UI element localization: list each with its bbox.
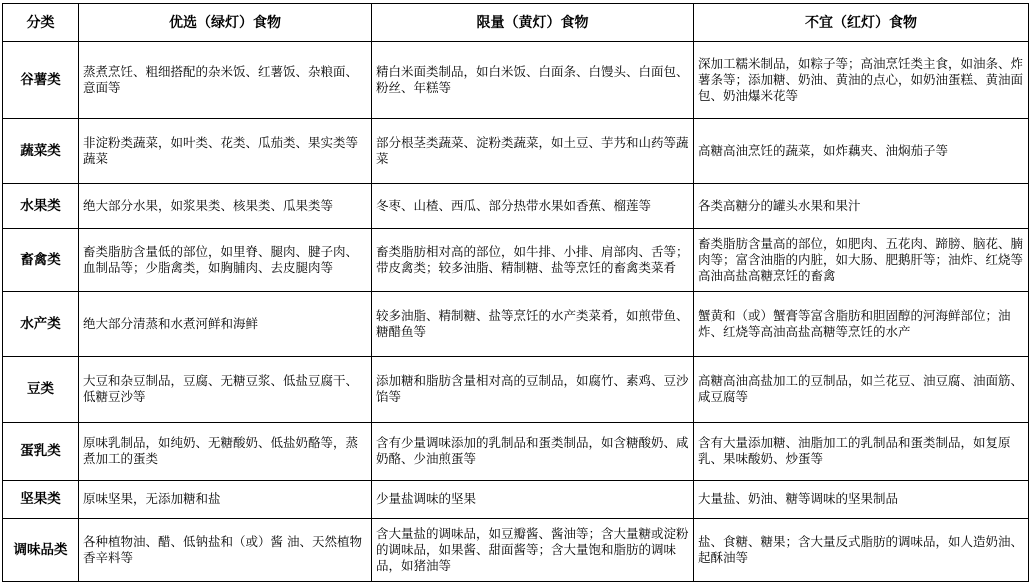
- green-cell: 原味乳制品，如纯奶、无糖酸奶、低盐奶酪等，蒸煮加工的蛋类: [79, 422, 372, 480]
- green-cell: 非淀粉类蔬菜，如叶类、花类、瓜茄类、果实类等蔬菜: [79, 118, 372, 183]
- category-cell: 畜禽类: [3, 229, 79, 292]
- table-row: [3, 422, 1029, 480]
- yellow-cell: 精白米面类制品，如白米饭、白面条、白馒头、白面包、粉丝、年糕等: [372, 42, 694, 119]
- table-row: [3, 480, 1029, 518]
- red-cell: 大量盐、奶油、糖等调味的坚果制品: [694, 480, 1029, 518]
- green-cell: 绝大部分清蒸和水煮河鲜和海鲜: [79, 292, 372, 357]
- red-cell: 高糖高油高盐加工的豆制品，如兰花豆、油豆腐、油面筋、咸豆腐等: [694, 357, 1029, 423]
- green-cell: 大豆和杂豆制品，豆腐、无糖豆浆、低盐豆腐干、低糖豆沙等: [79, 357, 372, 423]
- table-row: [3, 292, 1029, 357]
- header-category: 分类: [3, 4, 79, 42]
- food-classification-table: [2, 3, 1029, 582]
- yellow-cell: 少量盐调味的坚果: [372, 480, 694, 518]
- header-red: 不宜（红灯）食物: [694, 4, 1029, 42]
- yellow-cell: 添加糖和脂肪含量相对高的豆制品，如腐竹、素鸡、豆沙馅等: [372, 357, 694, 423]
- category-cell: 蔬菜类: [3, 118, 79, 183]
- red-cell: 各类高糖分的罐头水果和果汁: [694, 183, 1029, 229]
- red-cell: 畜类脂肪含量高的部位，如肥肉、五花肉、蹄膀、脑花、腩肉等；富含油脂的内脏，如大肠、肥鹅肝等；油炸、红烧等高油高盐高糖烹饪的畜禽: [694, 229, 1029, 292]
- category-cell: 蛋乳类: [3, 422, 79, 480]
- table-row: [3, 183, 1029, 229]
- yellow-cell: 含有少量调味添加的乳制品和蛋类制品，如含糖酸奶、咸奶酪、少油煎蛋等: [372, 422, 694, 480]
- red-cell: 盐、食糖、糖果；含大量反式脂肪的调味品，如人造奶油、起酥油等: [694, 519, 1029, 582]
- yellow-cell: 部分根茎类蔬菜、淀粉类蔬菜，如土豆、芋艿和山药等蔬菜: [372, 118, 694, 183]
- table-row: [3, 357, 1029, 423]
- red-cell: 蟹黄和（或）蟹膏等富含脂肪和胆固醇的河海鲜部位；油炸、红烧等高油高盐高糖等烹饪的水产: [694, 292, 1029, 357]
- yellow-cell: 较多油脂、精制糖、盐等烹饪的水产类菜肴，如煎带鱼、糖醋鱼等: [372, 292, 694, 357]
- category-cell: 水果类: [3, 183, 79, 229]
- header-row: [3, 4, 1029, 42]
- yellow-cell: 含大量盐的调味品，如豆瓣酱、酱油等；含大量糖或淀粉的调味品，如果酱、甜面酱等；含大量饱和脂肪的调味品，如猪油等: [372, 519, 694, 582]
- category-cell: 坚果类: [3, 480, 79, 518]
- green-cell: 原味坚果，无添加糖和盐: [79, 480, 372, 518]
- table-row: [3, 42, 1029, 119]
- green-cell: 各种植物油、醋、低钠盐和（或）酱 油、天然植物香辛料等: [79, 519, 372, 582]
- table-row: [3, 519, 1029, 582]
- yellow-cell: 畜类脂肪相对高的部位，如牛排、小排、肩部肉、舌等；带皮禽类；较多油脂、精制糖、盐等烹饪的畜禽类菜肴: [372, 229, 694, 292]
- table-row: [3, 118, 1029, 183]
- category-cell: 谷薯类: [3, 42, 79, 119]
- category-cell: 调味品类: [3, 519, 79, 582]
- green-cell: 蒸煮烹饪、粗细搭配的杂米饭、红薯饭、杂粮面、意面等: [79, 42, 372, 119]
- red-cell: 深加工糯米制品，如粽子等；高油烹饪类主食，如油条、炸薯条等；添加糖、奶油、黄油的点心，如奶油蛋糕、黄油面包、奶油爆米花等: [694, 42, 1029, 119]
- green-cell: 畜类脂肪含量低的部位，如里脊、腿肉、腱子肉、血制品等；少脂禽类，如胸脯肉、去皮腿肉等: [79, 229, 372, 292]
- red-cell: 高糖高油烹饪的蔬菜，如炸藕夹、油焖茄子等: [694, 118, 1029, 183]
- red-cell: 含有大量添加糖、油脂加工的乳制品和蛋类制品，如复原乳、果味酸奶、炒蛋等: [694, 422, 1029, 480]
- header-green: 优选（绿灯）食物: [79, 4, 372, 42]
- header-yellow: 限量（黄灯）食物: [372, 4, 694, 42]
- yellow-cell: 冬枣、山楂、西瓜、部分热带水果如香蕉、榴莲等: [372, 183, 694, 229]
- category-cell: 水产类: [3, 292, 79, 357]
- green-cell: 绝大部分水果，如浆果类、核果类、瓜果类等: [79, 183, 372, 229]
- table-row: [3, 229, 1029, 292]
- category-cell: 豆类: [3, 357, 79, 423]
